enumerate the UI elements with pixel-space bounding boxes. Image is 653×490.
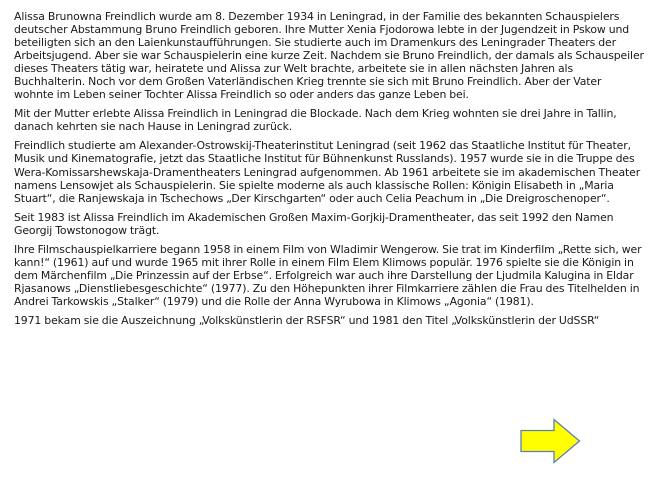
paragraph-family: Alissa Brunowna Freindlich wurde am 8. Dezember 1934 in Leningrad, in der Familie des bekannten Schauspielers deutscher Abstammung Bruno Freindlich geboren. Ihre Mutter Xenia Fjodorowa lebte in der Jugendzeit in Pskow und beteiligten sich an den Laienkunstaufführungen. Sie studierte auch im Dramenkurs des Leningrader Theaters der Arbeitsjugend. Aber sie war Schauspielerin eine kurze Zeit. Nachdem sie Bruno Freindlich, der damals als Schauspeiler dieses Theaters tätig war, heiratete und Alissa zur Welt brachte, arbeitete sie in allen nächsten Jahren als Buchhalterin. Noch vor dem Großen Vaterländischen Krieg trennte sie sich mit Bruno Freindlich. Aber der Vater wohnte im Leben seiner Tochter Alissa Freindlich so oder anders das ganze Leben bei. <box>14 10 644 102</box>
paragraph-education: Freindlich studierte am Alexander-Ostrowskij-Theaterinstitut Leningrad (seit 1962 das Staatliche Institut für Theater, Musik und Kinematografie, jetzt das Staatliche Institut für Bühnenkunst Russlands). 1957 wurde sie in die Truppe des Wera-Komissarshewskaja-Dramentheaters Leningrad aufgenommen. Ab 1961 arbeitete sie im akademischen Theater namens Lensowjet als Schauspielerin. Sie spielte moderne als auch klassische Rollen: Königin Elisabeth in „Maria Stuart“, die Ranjewskaja in Tschechows „Der Kirschgarten“ oder auch Celia Peachum in „Die Dreigroschenoper“. <box>14 139 641 205</box>
paragraph-awards: 1971 bekam sie die Auszeichnung „Volkskünstlerin der RSFSR“ und 1981 den Titel „Volkskünstlerin der UdSSR“ <box>14 313 600 327</box>
next-slide-button[interactable] <box>520 418 581 464</box>
paragraph-film-career: Ihre Filmschauspielkarriere begann 1958 in einem Film von Wladimir Wengerow. Sie trat im Kinderfilm „Rette sich, wer kann!“ (1961) auf und wurde 1965 mit ihrer Rolle in einem Film Elem Klimows populär. 1976 spielte sie die Königin in dem Märchenfilm „Die Prinzessin auf der Erbse“. Erfolgreich war auch ihre Darstellung der Ljudmila Kalugina in Eldar Rjasanows „Dienstliebesgeschichte“ (1977). Zu den Höhepunkten ihrer Filmkarriere zählen die Frau des Titelhelden in Andrei Tarkowskis „Stalker“ (1979) und die Rolle der Anna Wyrubowa in Klimows „Agonia“ (1981). <box>14 242 642 308</box>
paragraph-gorki-theater: Seit 1983 ist Alissa Freindlich im Akademischen Großen Maxim-Gorjkij-Dramentheater, das seit 1992 den Namen Georgij Towstonogow trägt. <box>14 210 614 237</box>
paragraph-blockade: Mit der Mutter erlebte Alissa Freindlich in Leningrad die Blockade. Nach dem Krieg wohnten sie drei Jahre in Tallin, danach kehrten sie nach Hause in Leningrad zurück. <box>14 107 617 134</box>
biography-text <box>14 10 644 333</box>
arrow-right-icon <box>520 418 581 464</box>
